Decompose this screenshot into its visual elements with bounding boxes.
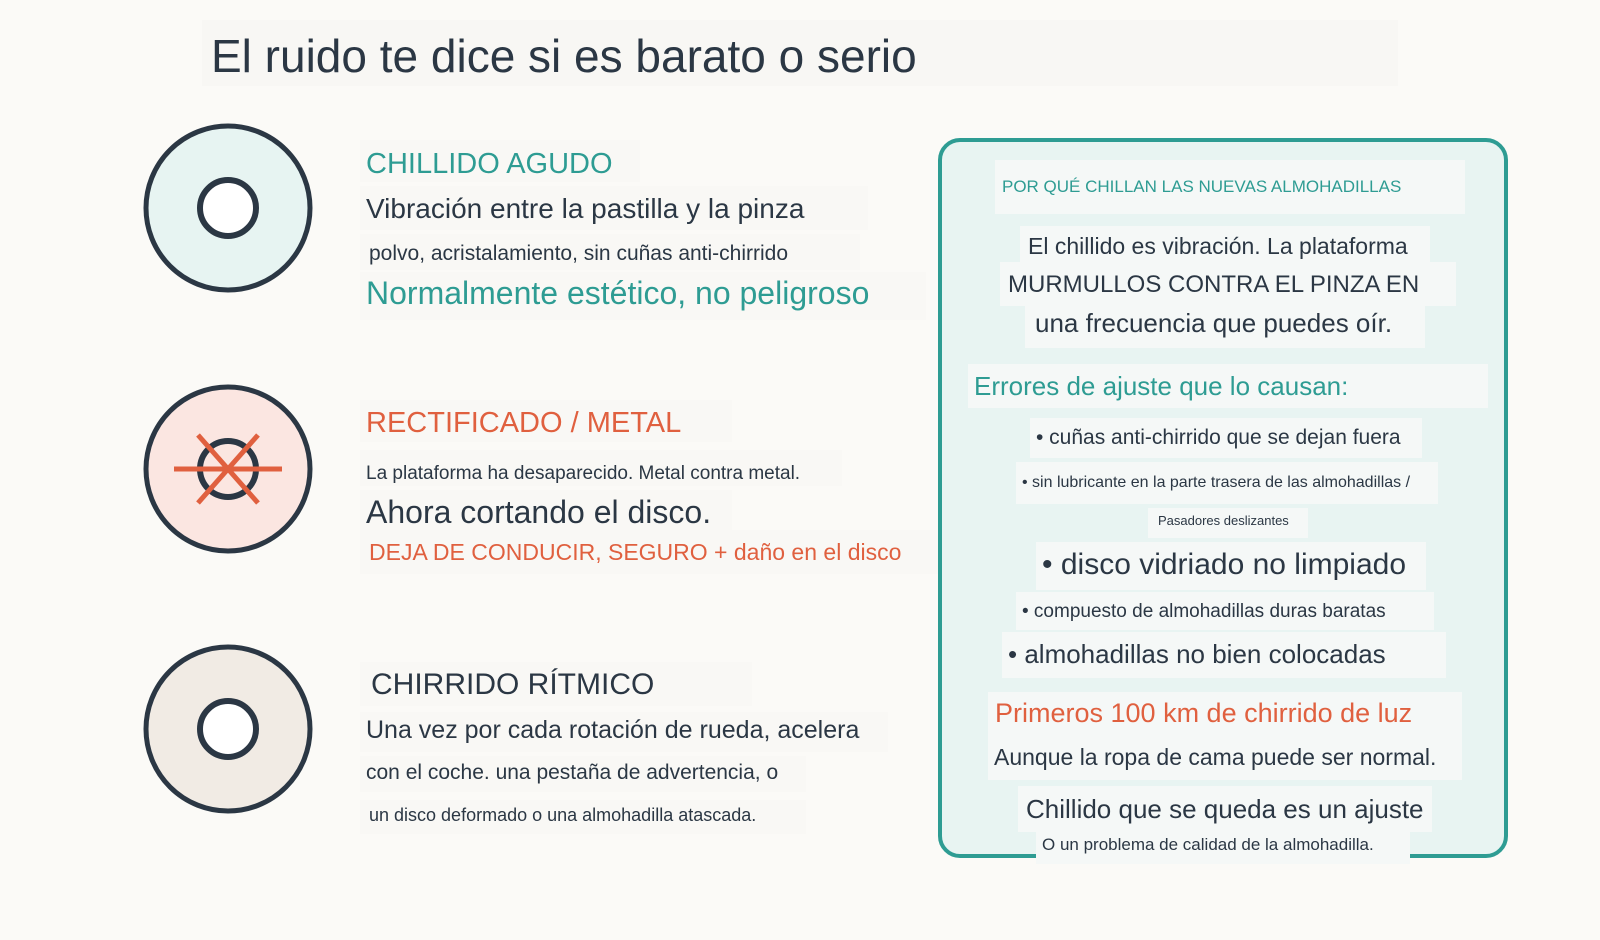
panel-bedding-heading: Primeros 100 km de chirrido de luz <box>995 698 1413 728</box>
crossed-disc-icon <box>142 383 314 555</box>
item-heading: RECTIFICADO / METAL <box>366 407 682 439</box>
panel-errors-heading: Errores de ajuste que lo causan: <box>974 371 1349 401</box>
panel-bullet: • sin lubricante en la parte trasera de las almohadillas / <box>1022 474 1411 491</box>
panel-bullet: • compuesto de almohadillas duras baratas <box>1022 601 1386 622</box>
panel-bedding-text: Aunque la ropa de cama puede ser normal. <box>994 744 1437 770</box>
panel-closing-sub: O un problema de calidad de la almohadilla. <box>1042 835 1374 854</box>
panel-closing: Chillido que se queda es un ajuste <box>1026 794 1424 824</box>
disc-icon <box>142 122 314 294</box>
item-verdict: DEJA DE CONDUCIR, SEGURO + daño en el disco <box>369 539 902 565</box>
item-line: Vibración entre la pastilla y la pinza <box>366 193 805 224</box>
panel-intro-line: El chillido es vibración. La plataforma <box>1028 233 1408 259</box>
page-title: El ruido te dice si es barato o serio <box>211 30 917 82</box>
item-line: con el coche. una pestaña de advertencia, o <box>366 761 779 784</box>
item-verdict: Normalmente estético, no peligroso <box>366 275 870 311</box>
page-title-box <box>202 20 1398 86</box>
panel-bullet: • cuñas anti-chirrido que se dejan fuera <box>1036 426 1401 449</box>
item-heading: CHIRRIDO RÍTMICO <box>371 668 655 701</box>
panel-intro-line: MURMULLOS CONTRA EL PINZA EN <box>1008 271 1420 298</box>
item-line: La plataforma ha desaparecido. Metal contra metal. <box>366 463 801 484</box>
panel-bullet: • disco vidriado no limpiado <box>1042 548 1407 581</box>
item-line: Una vez por cada rotación de rueda, acelera <box>366 716 860 744</box>
item-line: Ahora cortando el disco. <box>366 494 712 530</box>
item-heading: CHILLIDO AGUDO <box>366 148 613 180</box>
item-line: un disco deformado o una almohadilla atascada. <box>369 805 757 825</box>
disc-icon <box>142 643 314 815</box>
panel-intro-line: una frecuencia que puedes oír. <box>1035 308 1393 338</box>
panel-heading: POR QUÉ CHILLAN LAS NUEVAS ALMOHADILLAS <box>1002 177 1402 196</box>
item-line: polvo, acristalamiento, sin cuñas anti-chirrido <box>369 242 789 265</box>
panel-bullet: Pasadores deslizantes <box>1158 513 1289 528</box>
panel-bullet: • almohadillas no bien colocadas <box>1008 639 1386 669</box>
